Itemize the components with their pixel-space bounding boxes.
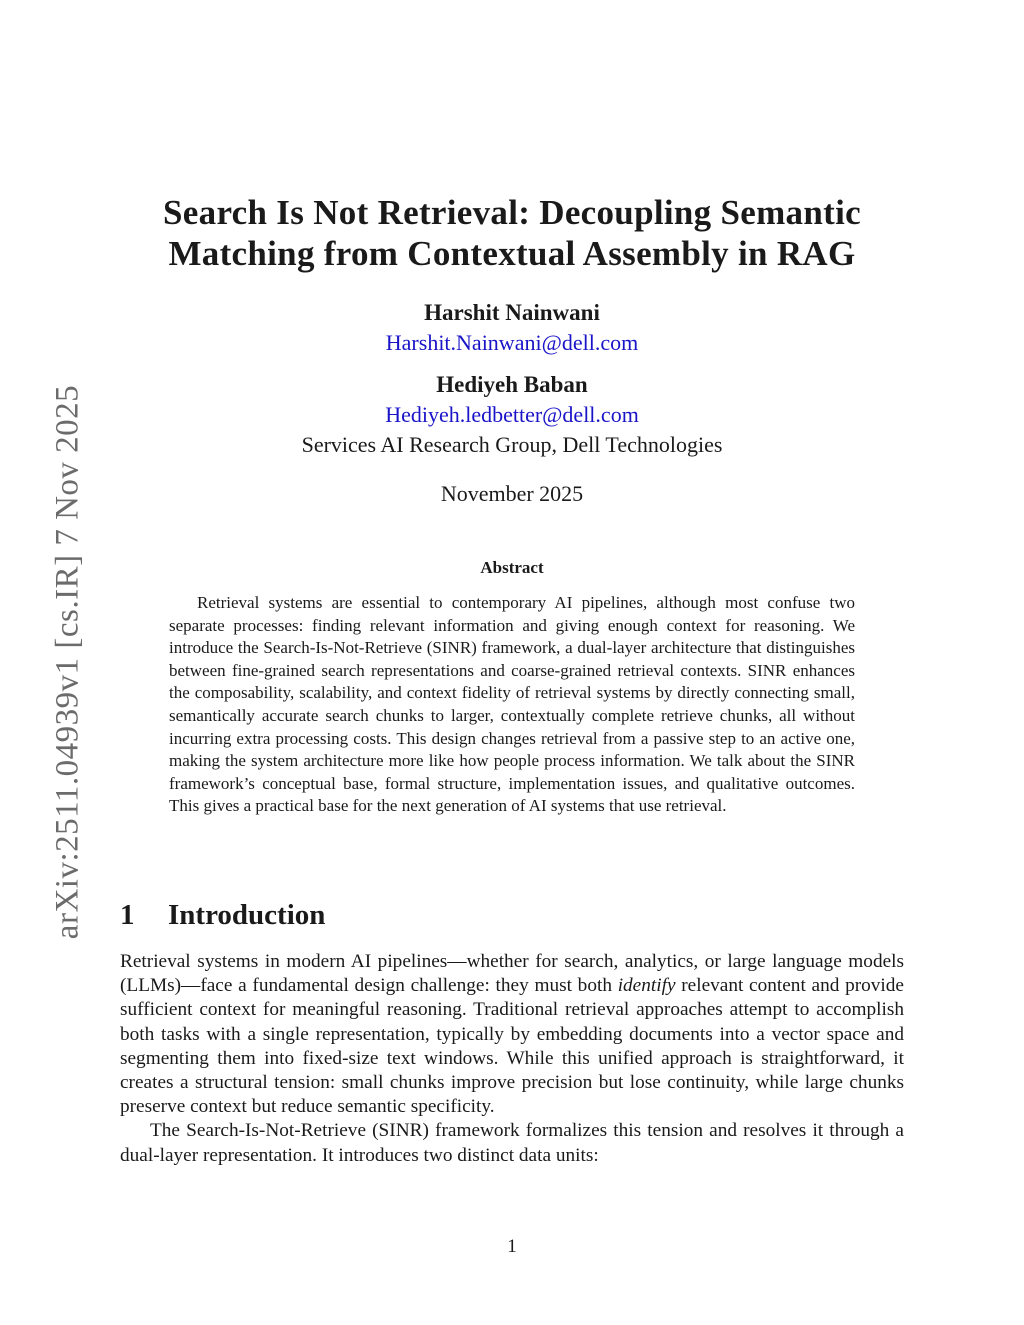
- page-number: 1: [507, 1236, 517, 1257]
- emphasized-word: identify: [617, 975, 676, 997]
- author-email-link[interactable]: Hediyeh.ledbetter@dell.com: [385, 402, 639, 427]
- section-number: 1: [120, 899, 135, 931]
- author-block-1: [0, 298, 1024, 358]
- paragraph: The Search-Is-Not-Retrieve (SINR) framework formalizes this tension and resolves it through a dual-layer representation. It introduces two distinct data units:: [120, 1120, 904, 1166]
- paragraph: [120, 950, 904, 1119]
- author-name: Hediyeh Baban: [436, 372, 588, 397]
- section-heading-introduction: [120, 898, 325, 932]
- author-email-link[interactable]: Harshit.Nainwani@dell.com: [385, 330, 639, 355]
- paragraph-text: relevant content and provide sufficient context for meaningful reasoning. Traditional retrieval approaches attempt to accomplish both tasks with a single representation, typically by embedding documents into a vector space and segmenting them into fixed-size text windows. While this unified approach is straightforward, it creates a structural tension: small chunks improve precision but lose continuity, while large chunks preserve context but reduce semantic specificity.: [120, 975, 904, 1118]
- author-affiliation: Services AI Research Group, Dell Technologies: [301, 432, 723, 457]
- publication-date: November 2025: [440, 481, 584, 506]
- paper-title-line-1: Search Is Not Retrieval: Decoupling Semantic: [163, 193, 861, 232]
- author-name: Harshit Nainwani: [424, 300, 600, 325]
- paper-title-line-2: Matching from Contextual Assembly in RAG: [168, 234, 856, 273]
- paragraph-text: Retrieval systems in modern AI pipelines—whether for search, analytics, or large language models (LLMs)—face a fundamental design challenge: they must both: [120, 951, 904, 997]
- abstract-text: Retrieval systems are essential to contemporary AI pipelines, although most confuse two separate processes: finding relevant information and giving enough context for reasoning. We introduce the Search-Is-Not-Retrieve (SINR) framework, a dual-layer architecture that distinguishes between fine-grained search representations and coarse-grained retrieval contexts. SINR enhances the composability, scalability, and context fidelity of retrieval systems by directly connecting small, semantically accurate search chunks to larger, contextually complete retrieve chunks, all without incurring extra processing costs. This design changes retrieval from a passive step to an active one, making the system architecture more like how people process information. We talk about the SINR framework’s conceptual base, formal structure, implementation issues, and qualitative outcomes. This gives a practical base for the next generation of AI systems that use retrieval.: [169, 593, 855, 816]
- introduction-body: [120, 950, 904, 1168]
- paper-title: [0, 192, 1024, 274]
- section-title: Introduction: [168, 899, 326, 931]
- arxiv-identifier-stamp: arXiv:2511.04939v1 [cs.IR] 7 Nov 2025: [49, 384, 86, 940]
- abstract-heading: Abstract: [480, 558, 544, 577]
- author-block-2: [0, 370, 1024, 460]
